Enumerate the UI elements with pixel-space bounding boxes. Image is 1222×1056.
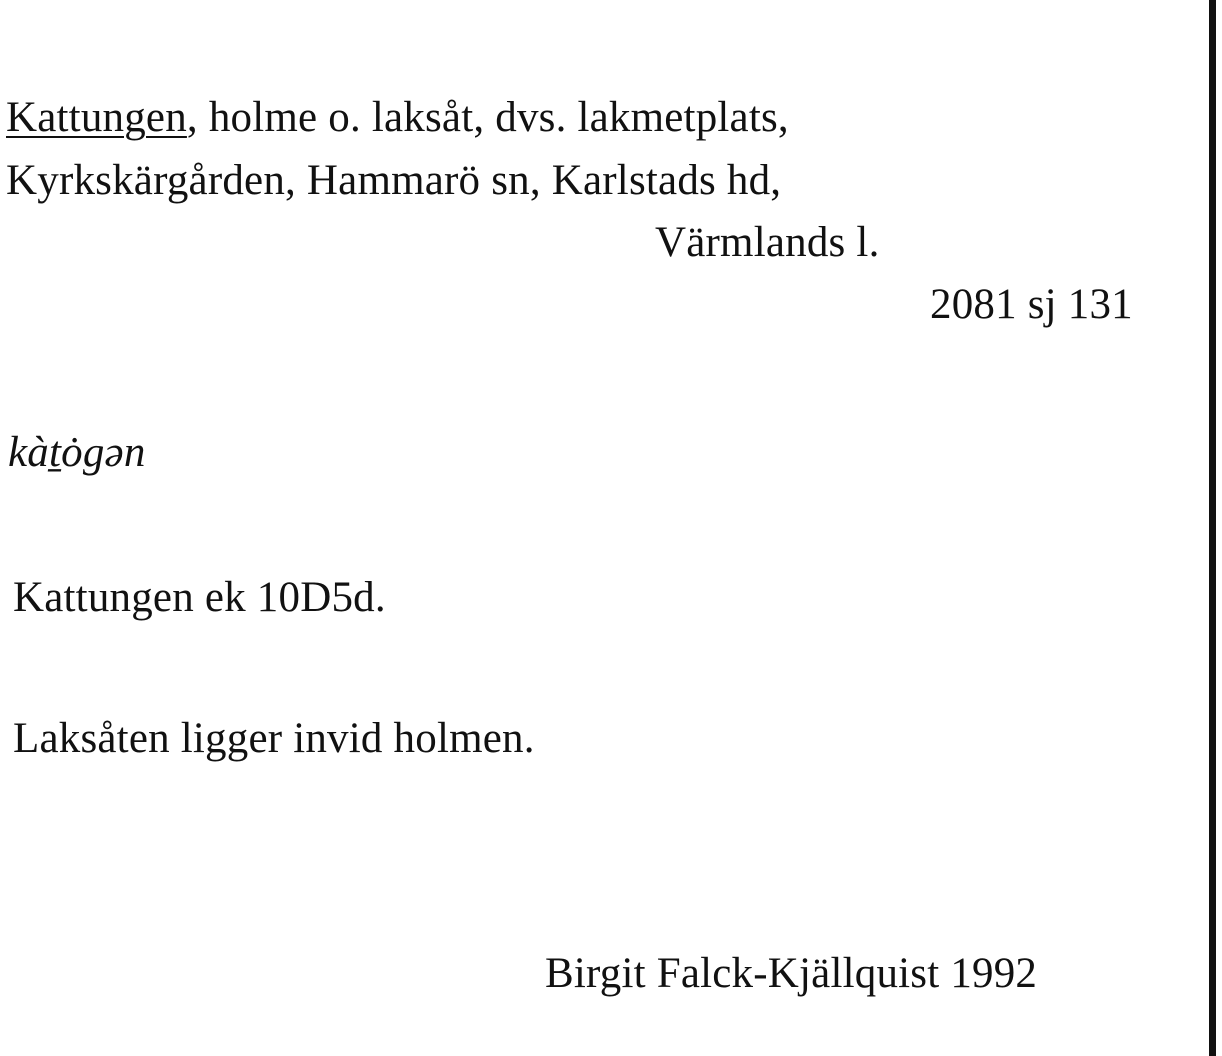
form-reference: Kattungen ek 10D5d. xyxy=(13,574,386,621)
entry-description: , holme o. laksåt, dvs. lakmetplats, xyxy=(186,94,789,141)
signature: Birgit Falck-Kjällquist 1992 xyxy=(545,950,1038,997)
note-text: Laksåten ligger invid holmen. xyxy=(13,715,535,762)
card-edge xyxy=(1209,0,1216,1056)
entry-line-1 xyxy=(6,96,789,139)
map-reference: 2081 sj 131 xyxy=(930,281,1133,328)
entry-line-3: Värmlands l. xyxy=(655,219,880,266)
headword: Kattungen xyxy=(6,94,187,141)
entry-line-2: Kyrkskärgården, Hammarö sn, Karlstads hd, xyxy=(6,157,782,204)
pronunciation: kàt̠ȯgən xyxy=(8,429,146,476)
